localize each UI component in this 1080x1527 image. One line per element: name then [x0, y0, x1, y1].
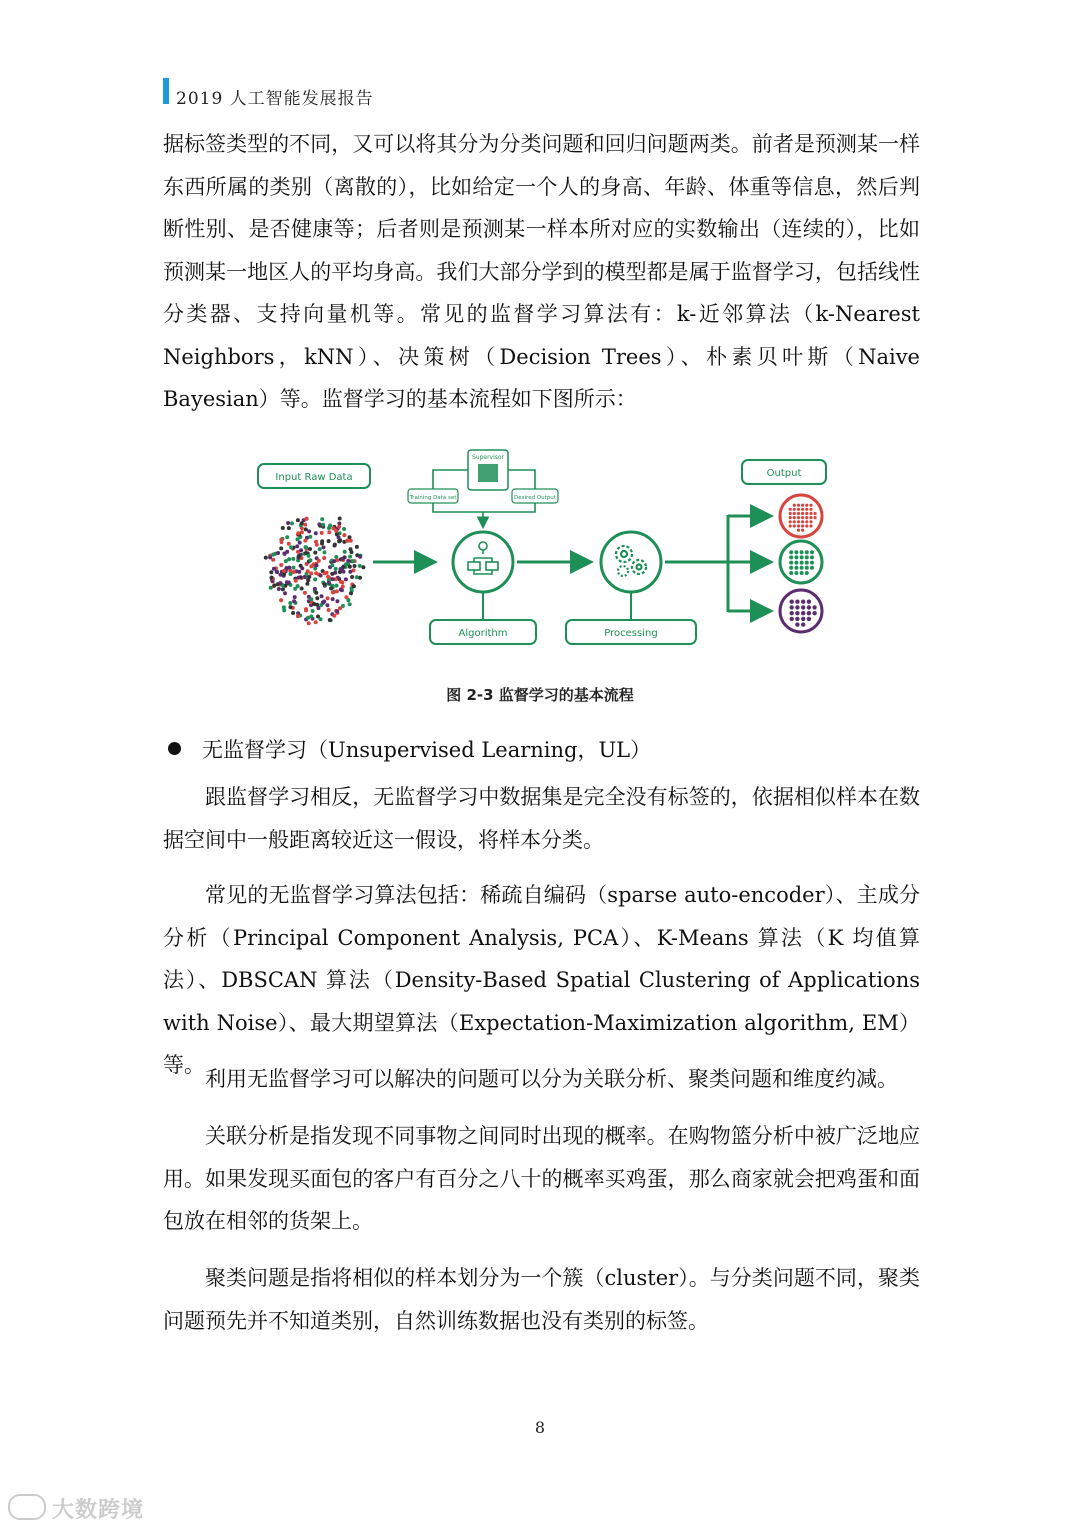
- output-dot: [800, 571, 804, 575]
- scatter-point: [314, 620, 318, 624]
- scatter-point: [342, 527, 346, 531]
- scatter-point: [327, 530, 331, 534]
- scatter-point: [323, 550, 327, 554]
- output-dot: [807, 617, 811, 621]
- scatter-point: [289, 605, 293, 609]
- output-dot: [805, 508, 808, 511]
- output-dot: [790, 600, 794, 604]
- scatter-point: [320, 531, 324, 535]
- scatter-point: [317, 559, 321, 563]
- scatter-point: [306, 569, 310, 573]
- scatter-point: [344, 562, 348, 566]
- output-dot: [794, 566, 798, 570]
- scatter-point: [338, 606, 342, 610]
- scatter-point: [355, 575, 359, 579]
- output-dot: [801, 600, 805, 604]
- output-dot: [789, 550, 793, 554]
- scatter-point: [320, 594, 324, 598]
- scatter-point: [321, 523, 325, 527]
- scatter-point: [327, 526, 331, 530]
- scatter-point: [318, 547, 322, 551]
- scatter-point: [331, 577, 335, 581]
- output-dot: [795, 605, 799, 609]
- scatter-point: [307, 554, 311, 558]
- output-dot: [805, 516, 808, 519]
- scatter-point: [330, 572, 334, 576]
- scatter-point: [296, 584, 300, 588]
- scatter-point: [282, 569, 286, 573]
- scatter-point: [349, 539, 353, 543]
- scatter-point: [278, 581, 282, 585]
- output-dot: [807, 611, 811, 615]
- scatter-point: [308, 535, 312, 539]
- scatter-point: [332, 614, 336, 618]
- scatter-point: [314, 540, 318, 544]
- scatter-point: [307, 575, 311, 579]
- output-dot: [789, 566, 793, 570]
- scatter-point: [292, 566, 296, 570]
- scatter-point: [335, 599, 339, 603]
- scatter-point: [322, 545, 326, 549]
- output-circle-red: [780, 495, 822, 537]
- scatter-point: [269, 586, 273, 590]
- scatter-point: [292, 599, 296, 603]
- scatter-point: [294, 579, 298, 583]
- scatter-point: [297, 576, 301, 580]
- scatter-point: [335, 584, 339, 588]
- output-dot: [807, 605, 811, 609]
- output-dot: [795, 622, 799, 626]
- output-circle-green: [780, 541, 822, 583]
- output-dot: [789, 512, 792, 515]
- scatter-point: [309, 597, 313, 601]
- scatter-point: [319, 617, 323, 621]
- scatter-point: [300, 587, 304, 591]
- scatter-point: [300, 521, 304, 525]
- scatter-point: [346, 559, 350, 563]
- scatter-point: [339, 567, 343, 571]
- output-dot: [789, 561, 793, 565]
- scatter-point: [288, 601, 292, 605]
- paragraph-clustering: [163, 1257, 920, 1342]
- output-dot: [794, 571, 798, 575]
- scatter-point: [296, 518, 300, 522]
- scatter-point: [358, 555, 362, 559]
- output-dot: [800, 566, 804, 570]
- scatter-point: [323, 571, 327, 575]
- scatter-point: [335, 609, 339, 613]
- desired-output-label: Desired Output: [514, 495, 556, 501]
- scatter-point: [355, 545, 359, 549]
- output-dot: [801, 504, 804, 507]
- paragraph-unsupervised-definition: [163, 776, 920, 861]
- scatter-point: [297, 555, 301, 559]
- scatter-point: [337, 539, 341, 543]
- output-dot: [794, 555, 798, 559]
- scatter-point: [308, 547, 312, 551]
- scatter-point: [322, 556, 326, 560]
- output-dot: [789, 555, 793, 559]
- output-dot: [805, 520, 808, 523]
- bullet-point: [168, 742, 181, 755]
- scatter-point: [282, 608, 286, 612]
- scatter-point: [290, 521, 294, 525]
- output-dot: [789, 524, 792, 527]
- input-raw-data-label: Input Raw Data: [275, 472, 353, 483]
- output-dot: [801, 529, 804, 532]
- scatter-point: [272, 567, 276, 571]
- scatter-point: [342, 533, 346, 537]
- scatter-point: [337, 525, 341, 529]
- output-dot: [790, 617, 794, 621]
- scatter-point: [341, 585, 345, 589]
- output-dot: [793, 508, 796, 511]
- output-dot: [790, 611, 794, 615]
- scatter-point: [305, 517, 309, 521]
- scatter-point: [275, 570, 279, 574]
- scatter-point: [344, 577, 348, 581]
- scatter-point: [315, 563, 319, 567]
- scatter-point: [327, 581, 331, 585]
- scatter-point: [293, 595, 297, 599]
- scatter-point: [281, 526, 285, 530]
- scatter-point: [299, 548, 303, 552]
- scatter-point: [303, 591, 307, 595]
- scatter-point: [353, 564, 357, 568]
- output-dot: [801, 516, 804, 519]
- output-dot: [805, 571, 809, 575]
- output-dot: [801, 622, 805, 626]
- output-dot: [807, 600, 811, 604]
- scatter-point: [327, 608, 331, 612]
- scatter-point: [279, 563, 283, 567]
- scatter-point: [271, 553, 275, 557]
- output-dot: [805, 566, 809, 570]
- output-dot: [789, 520, 792, 523]
- scatter-point: [338, 517, 342, 521]
- scatter-point: [303, 523, 307, 527]
- paragraph-text: 跟监督学习相反，无监督学习中数据集是完全没有标签的，依据相似样本在数据空间中一般距离较近这一假设，将样本分类。: [163, 785, 920, 852]
- scatter-point: [348, 555, 352, 559]
- scatter-point: [320, 517, 324, 521]
- page-header-title: 2019 人工智能发展报告: [176, 89, 374, 109]
- output-dot: [800, 550, 804, 554]
- supervisor-person-icon: [478, 464, 498, 482]
- scatter-point: [307, 621, 311, 625]
- scatter-point: [317, 522, 321, 526]
- scatter-point: [287, 566, 291, 570]
- watermark-text: 大数跨境: [52, 1498, 145, 1523]
- scatter-point: [352, 584, 356, 588]
- output-dot: [801, 617, 805, 621]
- output-dot: [805, 504, 808, 507]
- scatter-point: [283, 591, 287, 595]
- scatter-point: [297, 570, 301, 574]
- output-dot: [809, 516, 812, 519]
- output-dot: [805, 512, 808, 515]
- scatter-point: [313, 551, 317, 555]
- scatter-point: [313, 577, 317, 581]
- scatter-point: [348, 570, 352, 574]
- output-dot: [790, 605, 794, 609]
- scatter-point: [287, 557, 291, 561]
- scatter-point: [315, 596, 319, 600]
- output-dot: [810, 561, 814, 565]
- output-dot: [801, 512, 804, 515]
- scatter-point: [331, 597, 335, 601]
- output-dot: [801, 605, 805, 609]
- scatter-point: [304, 545, 308, 549]
- scatter-point: [337, 535, 341, 539]
- output-dot: [809, 520, 812, 523]
- paragraph-text: 据标签类型的不同，又可以将其分为分类问题和回归问题两类。前者是预测某一样东西所属的类别（离散的），比如给定一个人的身高、年龄、体重等信息，然后判断性别、是否健康等；后者则是预测某一样本所对应的实数输出（连续的），比如预测某一地区人的平均身高。我们大部分学到的模型都是属于监督学习，包括线性分类器、支持向量机等。常见的监督学习算法有：k-近邻算法（k-Nearest Neighbors，kNN）、决策树（Decision Trees）、朴素贝叶斯（Naive Bayesian）等。监督学习的基本流程如下图所示：: [163, 132, 920, 411]
- scatter-point: [287, 581, 291, 585]
- scatter-point: [279, 598, 283, 602]
- scatter-point: [311, 609, 315, 613]
- paragraph-text: 利用无监督学习可以解决的问题可以分为关联分析、聚类问题和维度约减。: [205, 1067, 898, 1091]
- output-dot: [789, 516, 792, 519]
- scatter-point: [270, 576, 274, 580]
- output-dot: [800, 555, 804, 559]
- output-dot: [801, 524, 804, 527]
- output-dot: [794, 561, 798, 565]
- scatter-point: [276, 551, 280, 555]
- output-dot: [812, 605, 816, 609]
- output-dot: [793, 504, 796, 507]
- scatter-point: [322, 582, 326, 586]
- scatter-point: [283, 552, 287, 556]
- scatter-point: [348, 565, 352, 569]
- scatter-point: [287, 542, 291, 546]
- scatter-point: [304, 527, 308, 531]
- scatter-point: [348, 602, 352, 606]
- scatter-point: [309, 614, 313, 618]
- output-dot: [795, 617, 799, 621]
- output-label: Output: [766, 468, 802, 479]
- output-dot: [793, 516, 796, 519]
- scatter-point: [351, 559, 355, 563]
- scatter-point: [296, 614, 300, 618]
- scatter-point: [289, 572, 293, 576]
- scatter-point: [331, 590, 335, 594]
- scatter-point: [291, 611, 295, 615]
- scatter-point: [272, 583, 276, 587]
- scatter-point: [332, 559, 336, 563]
- scatter-point: [313, 587, 317, 591]
- output-dot: [789, 571, 793, 575]
- scatter-point: [305, 582, 309, 586]
- scatter-point: [279, 538, 283, 542]
- scatter-point: [350, 550, 354, 554]
- scatter-point: [317, 606, 321, 610]
- paragraph-text: 聚类问题是指将相似的样本划分为一个簇（cluster）。与分类问题不同，聚类问题预先并不知道类别，自然训练数据也没有类别的标签。: [163, 1266, 920, 1333]
- output-dot: [810, 566, 814, 570]
- output-dot: [797, 512, 800, 515]
- output-dot: [797, 529, 800, 532]
- processing-label: Processing: [604, 628, 658, 639]
- output-dot: [810, 550, 814, 554]
- paragraph-text: 常见的无监督学习算法包括：稀疏自编码（sparse auto-encoder）、主成分分析（Principal Component Analysis, PCA）、K-Means 算法（K 均值算法）、DBSCAN 算法（Density-Based Spatial Clustering of Applications with Noise）、最大期望算法（Expectation-Maximization algorithm, EM）等。: [163, 883, 920, 1077]
- raw-data-scatter: [264, 517, 366, 626]
- scatter-point: [291, 557, 295, 561]
- scatter-point: [343, 550, 347, 554]
- scatter-point: [334, 529, 338, 533]
- scatter-point: [344, 595, 348, 599]
- header-accent-bar: [163, 78, 169, 104]
- paragraph-association-analysis: [163, 1115, 920, 1243]
- scatter-point: [308, 558, 312, 562]
- scatter-point: [304, 607, 308, 611]
- scatter-point: [296, 537, 300, 541]
- output-dot: [814, 516, 817, 519]
- scatter-point: [285, 535, 289, 539]
- scatter-point: [289, 545, 293, 549]
- scatter-point: [348, 535, 352, 539]
- output-dot: [801, 611, 805, 615]
- paragraph-problem-types: [163, 1058, 920, 1101]
- output-dot: [805, 555, 809, 559]
- bullet-heading-unsupervised: 无监督学习（Unsupervised Learning，UL）: [202, 738, 652, 762]
- scatter-point: [296, 531, 300, 535]
- scatter-point: [264, 556, 268, 560]
- watermark-logo-icon: [8, 1494, 46, 1520]
- scatter-point: [333, 543, 337, 547]
- scatter-point: [314, 531, 318, 535]
- output-dot: [809, 504, 812, 507]
- figure-caption: 图 2-3 监督学习的基本流程: [446, 686, 634, 704]
- paragraph-text: 关联分析是指发现不同事物之间同时出现的概率。在购物篮分析中被广泛地应用。如果发现买面包的客户有百分之八十的概率买鸡蛋，那么商家就会把鸡蛋和面包放在相邻的货架上。: [163, 1124, 920, 1233]
- output-dot: [800, 561, 804, 565]
- output-dot: [795, 600, 799, 604]
- scatter-point: [361, 565, 365, 569]
- output-dot: [801, 520, 804, 523]
- scatter-point: [325, 603, 329, 607]
- scatter-point: [314, 591, 318, 595]
- scatter-point: [268, 555, 272, 559]
- scatter-point: [320, 539, 324, 543]
- output-dot: [797, 524, 800, 527]
- supervisor-label: Supervisor: [471, 454, 505, 461]
- supervised-learning-diagram: [240, 440, 860, 665]
- scatter-point: [335, 589, 339, 593]
- scatter-point: [319, 574, 323, 578]
- scatter-point: [269, 570, 273, 574]
- processing-circle: [601, 532, 661, 592]
- output-dot: [809, 524, 812, 527]
- output-dot: [809, 512, 812, 515]
- scatter-point: [330, 563, 334, 567]
- scatter-point: [303, 539, 307, 543]
- output-dot: [805, 561, 809, 565]
- output-dot: [809, 508, 812, 511]
- output-dot: [797, 504, 800, 507]
- output-dot: [814, 512, 817, 515]
- algorithm-circle: [453, 532, 513, 592]
- output-dot: [810, 555, 814, 559]
- scatter-point: [287, 526, 291, 530]
- paragraph-unsupervised-algorithms: [163, 874, 920, 1087]
- scatter-point: [286, 521, 290, 525]
- scatter-point: [345, 539, 349, 543]
- output-branch-lines: [665, 515, 728, 612]
- scatter-point: [350, 575, 354, 579]
- scatter-point: [312, 602, 316, 606]
- scatter-point: [281, 587, 285, 591]
- scatter-point: [341, 557, 345, 561]
- output-dot: [805, 524, 808, 527]
- watermark: [8, 1493, 144, 1524]
- scatter-point: [329, 586, 333, 590]
- output-dot: [797, 516, 800, 519]
- output-dot: [794, 550, 798, 554]
- scatter-point: [327, 539, 331, 543]
- paragraph-supervised-intro: [163, 123, 920, 421]
- output-dot: [797, 508, 800, 511]
- scatter-point: [299, 564, 303, 568]
- page-number: 8: [534, 1418, 546, 1437]
- scatter-point: [328, 618, 332, 622]
- scatter-point: [358, 564, 362, 568]
- training-data-label: Training Data set: [409, 495, 457, 501]
- scatter-point: [277, 587, 281, 591]
- scatter-point: [349, 591, 353, 595]
- output-dot: [805, 550, 809, 554]
- output-dot: [793, 524, 796, 527]
- scatter-point: [326, 596, 330, 600]
- output-dot: [812, 611, 816, 615]
- output-dot: [797, 520, 800, 523]
- scatter-point: [279, 546, 283, 550]
- scatter-point: [339, 580, 343, 584]
- output-circle-purple: [780, 590, 822, 632]
- output-dot: [793, 512, 796, 515]
- scatter-point: [295, 544, 299, 548]
- scatter-point: [334, 567, 338, 571]
- output-dot: [793, 520, 796, 523]
- scatter-point: [309, 571, 313, 575]
- algorithm-label: Algorithm: [458, 628, 508, 639]
- output-dot: [801, 508, 804, 511]
- scatter-point: [321, 600, 325, 604]
- output-dot: [795, 611, 799, 615]
- output-dot: [789, 508, 792, 511]
